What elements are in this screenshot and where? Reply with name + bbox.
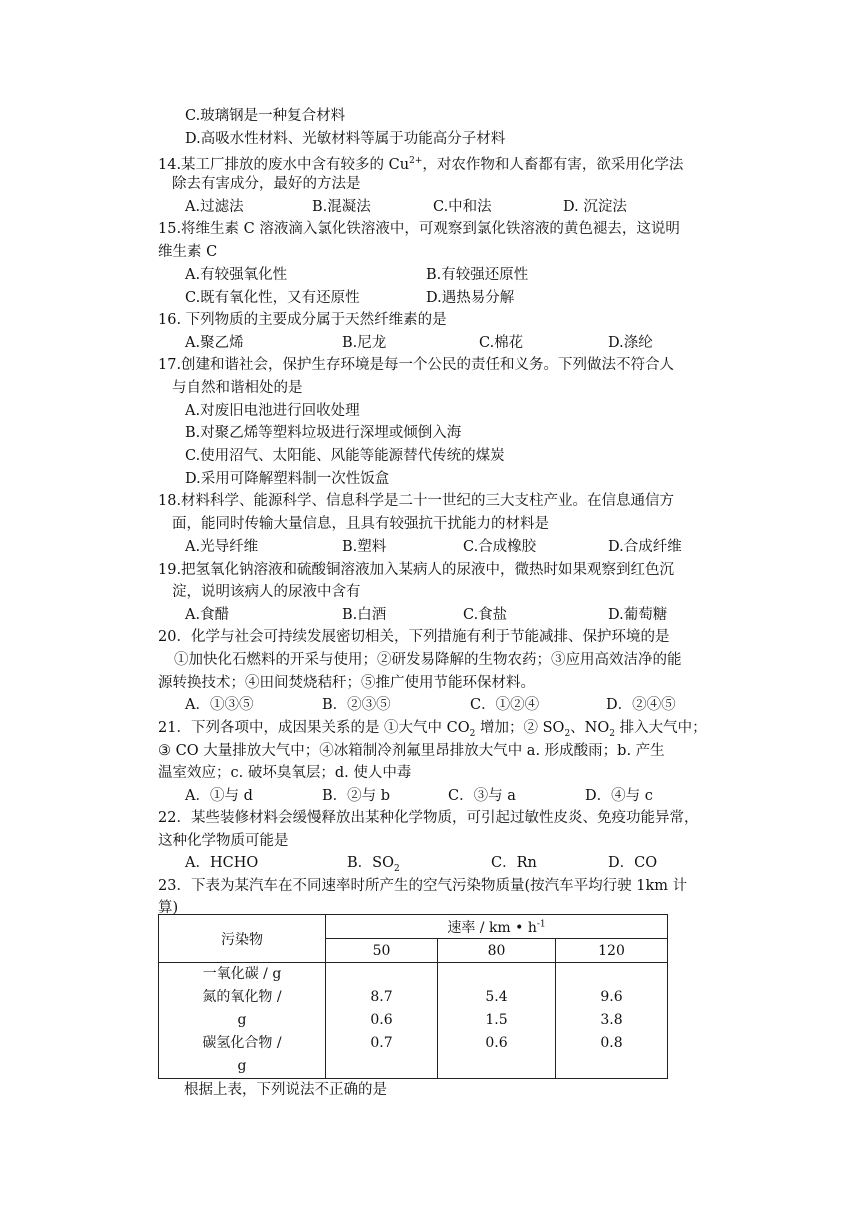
cell-value: 0.8 (600, 1035, 623, 1051)
option-d: D.遇热易分解 (426, 290, 515, 306)
option-c: C.合成橡胶 (463, 539, 537, 555)
option-d: D．④与 c (585, 788, 653, 804)
q14-stem-line2: 除去有害成分，最好的方法是 (172, 176, 361, 192)
option-b: B.混凝法 (312, 199, 371, 215)
option-b: B．②与 b (322, 788, 391, 804)
option-a: A．①③⑤ (185, 697, 254, 713)
q19-stem-line1: 19.把氢氧化钠溶液和硫酸铜溶液加入某病人的尿液中，微热时如果观察到红色沉 (158, 562, 675, 578)
q21-stem-line1: 21．下列各项中，成因果关系的是 ①大气中 $CO_2$ 增加；② $SO_2$、$NO_2$ 排入大气中； (158, 720, 707, 739)
row-label-nox: 氮的氧化物 / (202, 989, 282, 1005)
option-a: A．HCHO (185, 855, 259, 871)
option-b: B.白酒 (342, 607, 387, 623)
cell-value: 5.4 (485, 989, 508, 1005)
option-c: C．③与 a (448, 788, 516, 804)
cell-value: 3.8 (600, 1012, 623, 1028)
table-speed-120: 120 (556, 939, 668, 963)
option-b: B.尼龙 (342, 335, 387, 351)
q22-stem-line1: 22．某些装修材料会缓慢释放出某种化学物质，可引起过敏性皮炎、免疫功能异常， (158, 810, 699, 826)
option-d: D. 沉淀法 (563, 199, 627, 215)
q20-stem-line1: 20．化学与社会可持续发展密切相关，下列措施有利于节能减排、保护环境的是 (158, 629, 670, 645)
option-b: B.塑料 (342, 539, 387, 555)
q13-option-c: C.玻璃钢是一种复合材料 (185, 108, 346, 124)
row-label-co: 一氧化碳 / g (202, 966, 282, 982)
cell-value: 9.6 (600, 989, 623, 1005)
option-c: C.中和法 (433, 199, 492, 215)
cell-value: 0.6 (370, 1012, 393, 1028)
pollutant-table (158, 914, 668, 1079)
q14-stem-line1: 14.某工厂排放的废水中含有较多的 $Cu^{2+}$，对农作物和人畜都有害，欲采用化学法 (158, 156, 684, 173)
q18-stem-line1: 18.材料科学、能源科学、信息科学是二十一世纪的三大支柱产业。在信息通信方 (158, 493, 675, 509)
option-c: C.既有氧化性，又有还原性 (185, 290, 360, 306)
option-a: A.聚乙烯 (185, 335, 244, 351)
row-label-nox-unit: g (237, 1012, 247, 1028)
q17-option-d: D.采用可降解塑料制一次性饭盒 (185, 471, 390, 487)
q17-stem-line2: 与自然和谐相处的是 (172, 380, 303, 396)
table-row-labels (159, 963, 326, 1079)
q23-stem-line2: 算) (158, 900, 179, 916)
q15-stem-line1: 15.将维生素 C 溶液滴入氯化铁溶液中，可观察到氯化铁溶液的黄色褪去，这说明 (158, 221, 680, 237)
option-d: D．CO (608, 855, 658, 871)
option-c: C.棉花 (479, 335, 524, 351)
option-a: A.食醋 (185, 607, 230, 623)
option-c: C．Rn (491, 855, 537, 871)
option-a: A．①与 d (185, 788, 253, 804)
q15-stem-line2: 维生素 C (158, 244, 218, 260)
option-c: C．①②④ (470, 697, 540, 713)
row-label-hc-unit: g (237, 1058, 247, 1074)
option-d: D.合成纤维 (608, 539, 682, 555)
q21-stem-line3: 温室效应；c. 破坏臭氧层；d. 使人中毒 (158, 765, 412, 781)
q16-stem: 16. 下列物质的主要成分属于天然纤维素的是 (158, 312, 447, 328)
q20-stem-line3: 源转换技术；④田间焚烧秸秆；⑤推广使用节能环保材料。 (158, 675, 535, 691)
q17-option-c: C.使用沼气、太阳能、风能等能源替代传统的煤炭 (185, 448, 505, 464)
option-a: A.有较强氧化性 (185, 267, 288, 283)
q17-option-b: B.对聚乙烯等塑料垃圾进行深埋或倾倒入海 (185, 425, 462, 441)
option-a: A.光导纤维 (185, 539, 259, 555)
cell-value: 0.6 (485, 1035, 508, 1051)
option-b: B.有较强还原性 (426, 267, 529, 283)
q13-option-d: D.高吸水性材料、光敏材料等属于功能高分子材料 (185, 131, 506, 147)
q18-stem-line2: 面，能同时传输大量信息，且具有较强抗干扰能力的材料是 (172, 516, 549, 532)
table-col-80 (438, 963, 556, 1079)
table-speed-50: 50 (326, 939, 438, 963)
q22-stem-line2: 这种化学物质可能是 (158, 833, 289, 849)
q17-stem-line1: 17.创建和谐社会，保护生存环境是每一个公民的责任和义务。下列做法不符合人 (158, 357, 675, 373)
table-header-speed: 速率 / km • $h^{-1}$ (326, 915, 668, 939)
table-col-120 (556, 963, 668, 1079)
option-d: D．②④⑤ (606, 697, 676, 713)
option-b: B．$SO_2$ (347, 855, 400, 874)
cell-value: 0.7 (370, 1035, 393, 1051)
q21-stem-line2: ③ CO 大量排放大气中；④冰箱制冷剂氟里昂排放大气中 a. 形成酸雨；b. 产生 (158, 743, 665, 759)
option-d: D.涤纶 (608, 335, 653, 351)
q17-option-a: A.对废旧电池进行回收处理 (185, 403, 360, 419)
table-speed-80: 80 (438, 939, 556, 963)
q19-stem-line2: 淀，说明该病人的尿液中含有 (172, 584, 361, 600)
q20-stem-line2: ①加快化石燃料的开采与使用；②研发易降解的生物农药；③应用高效洁净的能 (174, 652, 682, 668)
option-b: B．②③⑤ (322, 697, 391, 713)
option-a: A.过滤法 (185, 199, 244, 215)
q23-followup: 根据上表，下列说法不正确的是 (184, 1082, 387, 1098)
cell-value: 8.7 (370, 989, 393, 1005)
cell-value: 1.5 (485, 1012, 508, 1028)
option-c: C.食盐 (463, 607, 508, 623)
q23-stem-line1: 23．下表为某汽车在不同速率时所产生的空气污染物质量(按汽车平均行驶 1km 计 (158, 878, 688, 894)
table-col-50 (326, 963, 438, 1079)
table-header-pollutant: 污染物 (159, 915, 326, 963)
option-d: D.葡萄糖 (608, 607, 668, 623)
row-label-hc: 碳氢化合物 / (202, 1035, 282, 1051)
